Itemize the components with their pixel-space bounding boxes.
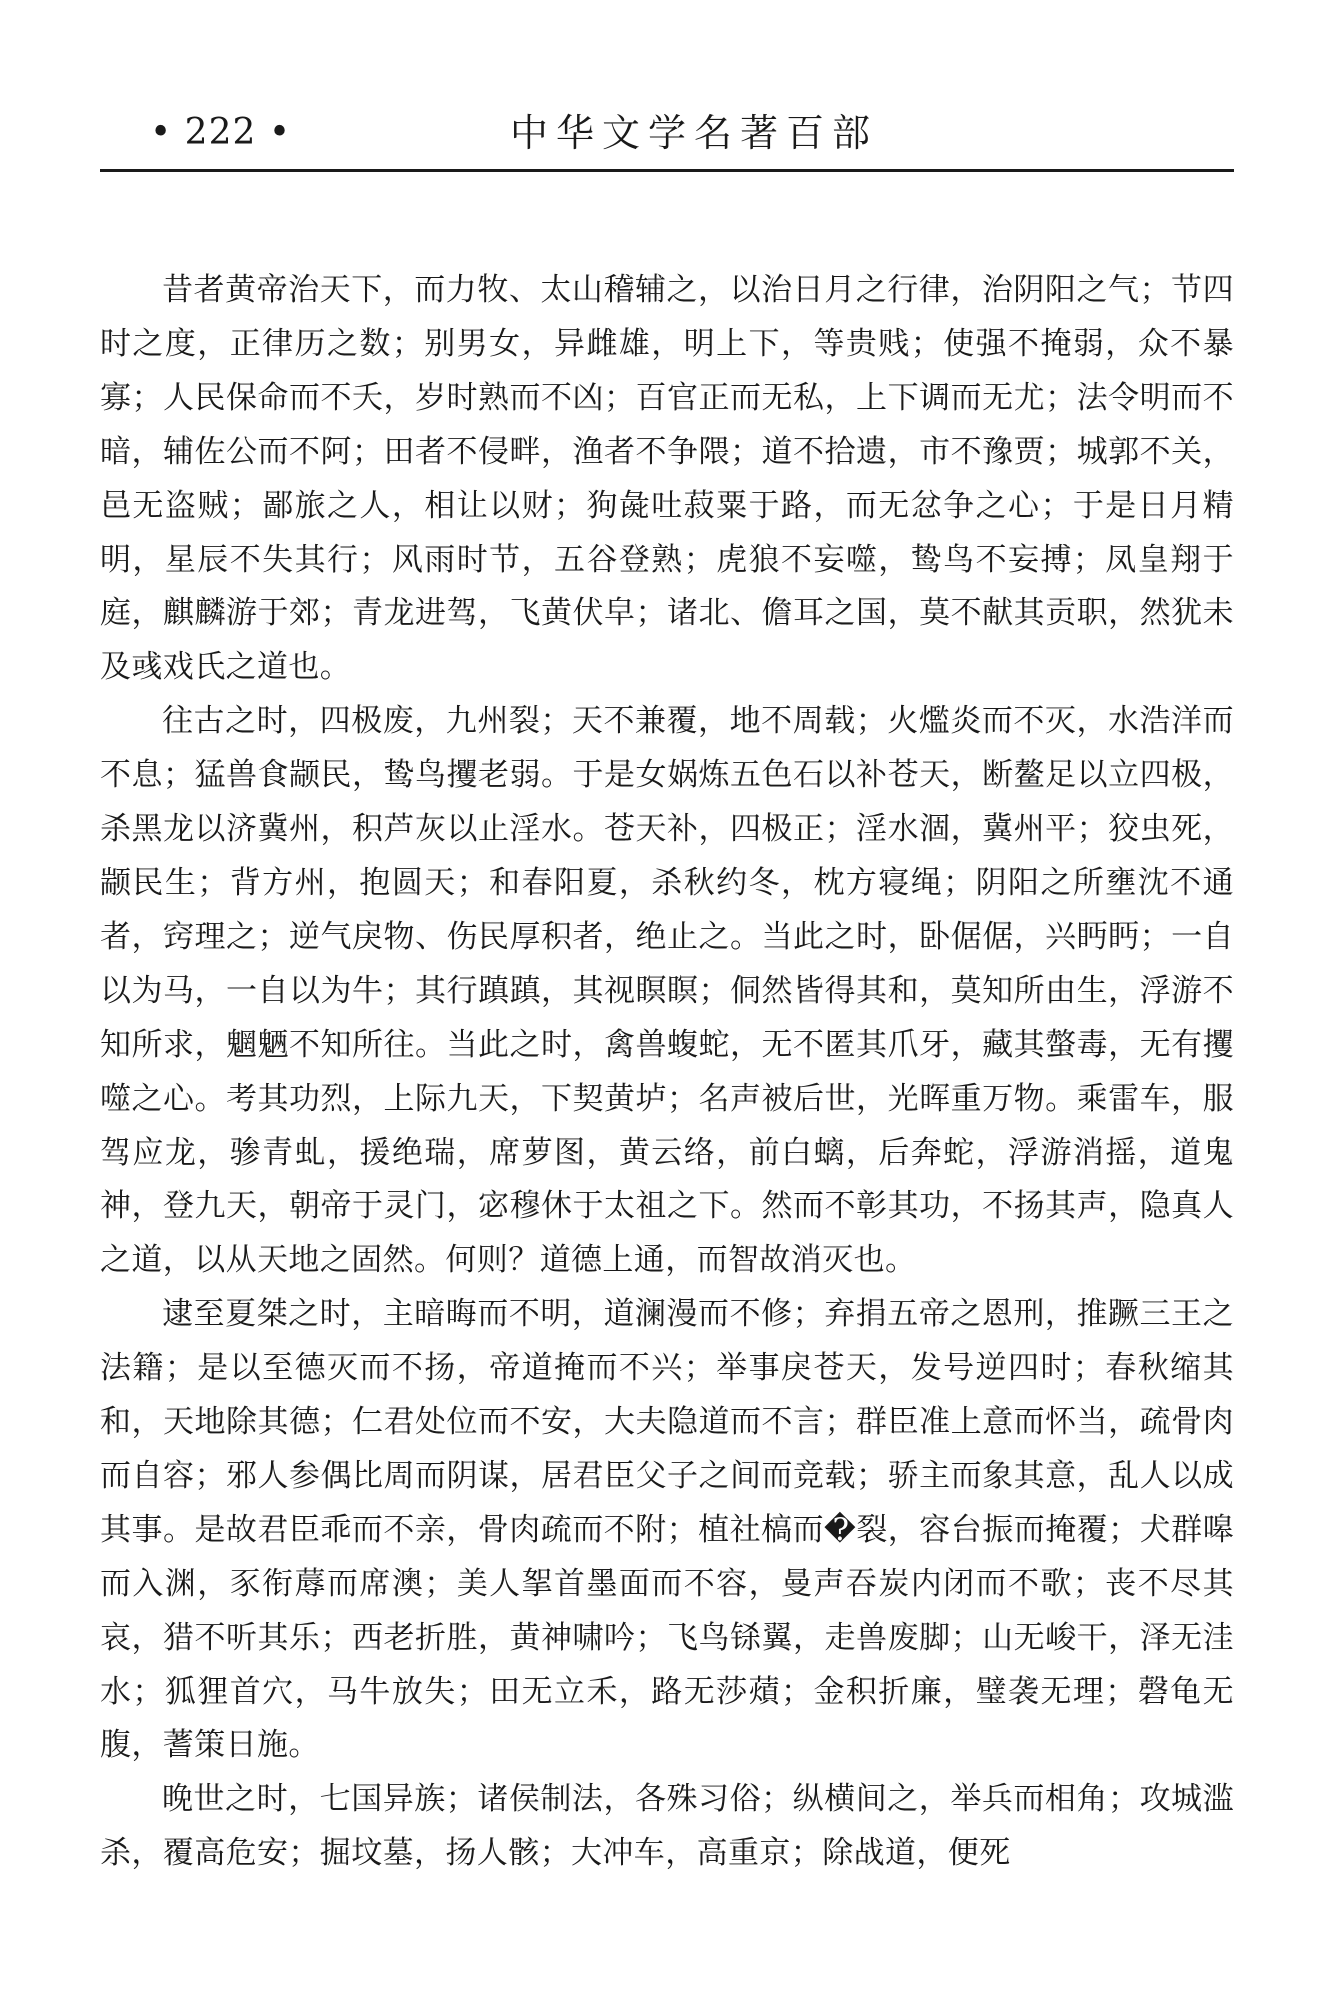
paragraph-4: 晚世之时，七国异族；诸侯制法，各殊习俗；纵横间之，举兵而相角；攻城滥杀，覆高危安；掘坟墓，扬人骸；大冲车，高重京；除战道，便死 bbox=[100, 1781, 1234, 1872]
body-text bbox=[100, 264, 1234, 1881]
page-header bbox=[100, 108, 1234, 170]
running-title: 中华文学名著百部 bbox=[510, 111, 879, 155]
header-rule bbox=[100, 169, 1234, 172]
page-number: • 222 • bbox=[150, 112, 292, 153]
paragraph-1: 昔者黄帝治天下，而力牧、太山稽辅之，以治日月之行律，治阴阳之气；节四时之度，正律历之数；别男女，异雌雄，明上下，等贵贱；使强不掩弱，众不暴寡；人民保命而不夭，岁时熟而不凶；百官正而无私，上下调而无尤；法令明而不暗，辅佐公而不阿；田者不侵畔，渔者不争隈；道不拾遗，市不豫贾；城郭不关，邑无盗贼；鄙旅之人，相让以财；狗彘吐菽粟于路，而无忿争之心；于是日月精明，星辰不失其行；风雨时节，五谷登熟；虎狼不妄噬，鸷鸟不妄搏；凤皇翔于庭，麒麟游于郊；青龙进驾，飞黄伏皁；诸北、儋耳之国，莫不献其贡职，然犹未及彧戏氏之道也。 bbox=[100, 272, 1234, 686]
paragraph-3: 逮至夏桀之时，主暗晦而不明，道澜漫而不修；弃捐五帝之恩刑，推蹶三王之法籍；是以至德灭而不扬，帝道掩而不兴；举事戾苍天，发号逆四时；春秋缩其和，天地除其德；仁君处位而不安，大夫隐道而不言；群臣准上意而怀当，疏骨肉而自容；邪人参偶比周而阴谋，居君臣父子之间而竞载；骄主而象其意，乱人以成其事。是故君臣乖而不亲，骨肉疏而不附；植社槁而�裂，容台振而掩覆；犬群嗥而入渊，豕衔蓐而席澳；美人挐首墨面而不容，曼声吞炭内闭而不歌；丧不尽其哀，猎不听其乐；西老折胜，黄神啸吟；飞鸟铩翼，走兽废脚；山无峻干，泽无洼水；狐狸首穴，马牛放失；田无立禾，路无莎薠；金积折廉，璧袭无理；磬龟无腹，蓍策日施。 bbox=[100, 1296, 1234, 1764]
paragraph-2: 往古之时，四极废，九州裂；天不兼覆，地不周载；火爁炎而不灭，水浩洋而不息；猛兽食颛民，鸷鸟攫老弱。于是女娲炼五色石以补苍天，断鳌足以立四极，杀黑龙以济冀州，积芦灰以止淫水。苍天补，四极正；淫水涸，冀州平；狡虫死，颛民生；背方州，抱圆天；和春阳夏，杀秋约冬，枕方寝绳；阴阳之所壅沈不通者，窍理之；逆气戾物、伤民厚积者，绝止之。当此之时，卧倨倨，兴眄眄；一自以为马，一自以为牛；其行蹎蹎，其视瞑瞑；侗然皆得其和，莫知所由生，浮游不知所求，魍魉不知所往。当此之时，禽兽蝮蛇，无不匿其爪牙，藏其螫毒，无有攫噬之心。考其功烈，上际九天，下契黄垆；名声被后世，光晖重万物。乘雷车，服驾应龙，骖青虬，援绝瑞，席萝图，黄云络，前白螭，后奔蛇，浮游消摇，道鬼神，登九天，朝帝于灵门，宓穆休于太祖之下。然而不彰其功，不扬其声，隐真人之道，以从天地之固然。何则？道德上通，而智故消灭也。 bbox=[100, 703, 1234, 1279]
